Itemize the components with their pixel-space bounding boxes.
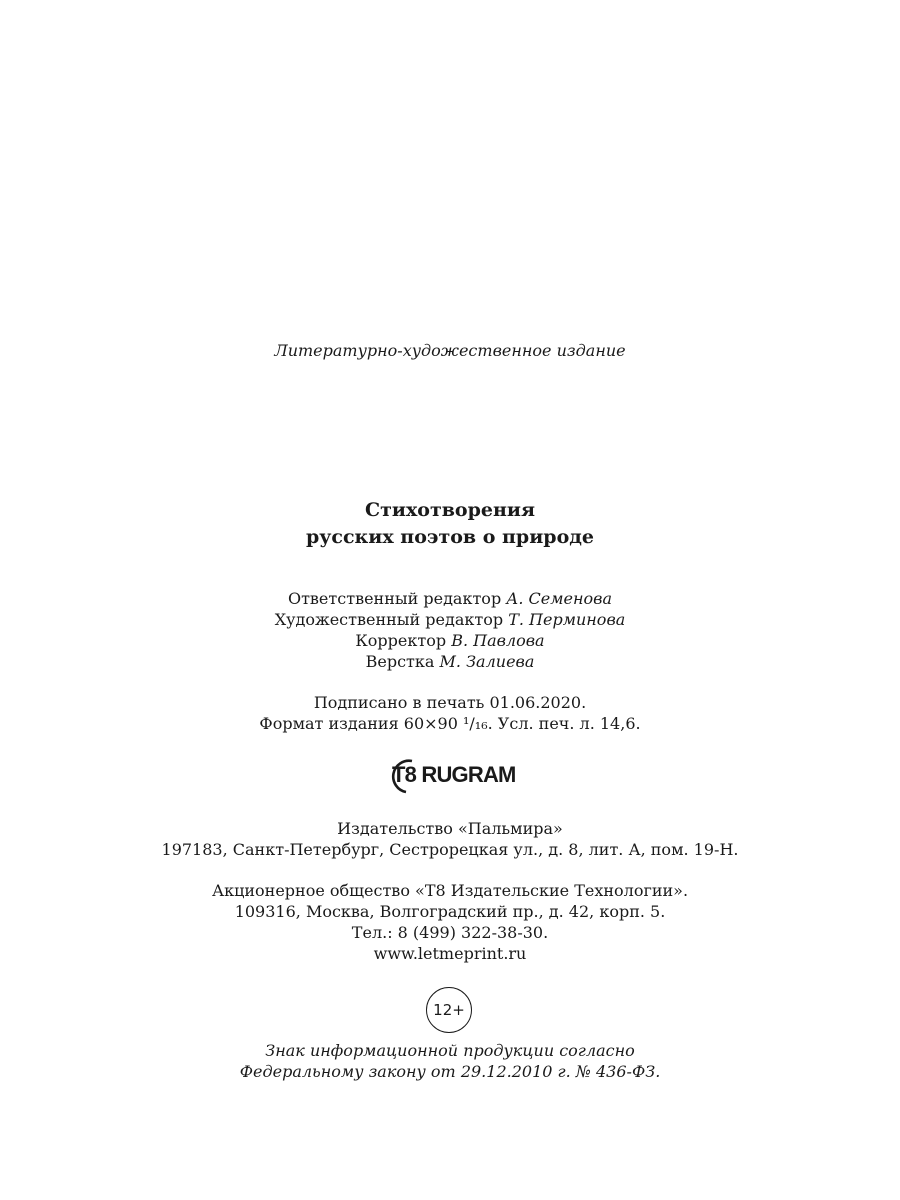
legal-notice-line-2: Федеральному закону от 29.12.2010 г. № 436-ФЗ.	[239, 1062, 661, 1081]
print-signed: Подписано в печать 01.06.2020.	[313, 693, 587, 712]
publisher-name: Издательство «Пальмира»	[337, 819, 563, 838]
credit-role: Ответственный редактор	[287, 589, 507, 608]
edition-type: Литературно-художественное издание	[274, 341, 626, 360]
printer-name: Акционерное общество «Т8 Издательские Технологии».	[211, 881, 689, 900]
book-title-line-2: русских поэтов о природе	[305, 526, 595, 548]
printer-address: 109316, Москва, Волгоградский пр., д. 42, корп. 5.	[234, 902, 666, 921]
credit-role: Корректор	[355, 631, 452, 650]
print-format: Формат издания 60×90 ¹/₁₆. Усл. печ. л. 14,6.	[259, 714, 641, 733]
publisher-address: 197183, Санкт-Петербург, Сестрорецкая ул., д. 8, лит. А, пом. 19-Н.	[161, 840, 739, 859]
age-rating-text: 12+	[433, 1001, 465, 1019]
age-rating-badge	[426, 987, 472, 1033]
legal-notice-line-1: Знак информационной продукции согласно	[265, 1041, 635, 1060]
printer-phone: Тел.: 8 (499) 322-38-30.	[351, 923, 549, 942]
printer-website: www.letmeprint.ru	[373, 944, 527, 963]
credit-name: Т. Перминова	[508, 610, 626, 629]
book-title-line-1: Стихотворения	[364, 499, 536, 521]
credit-role: Верстка	[365, 652, 440, 671]
credit-line-2	[0, 609, 900, 630]
t8-rugram-logo	[386, 757, 518, 795]
credit-line-3	[0, 630, 900, 651]
credit-line-1	[0, 588, 900, 609]
credit-line-4	[0, 651, 900, 672]
credit-name: А. Семенова	[506, 589, 613, 608]
credit-name: М. Залиева	[439, 652, 535, 671]
credit-role: Художественный редактор	[274, 610, 509, 629]
credit-name: В. Павлова	[451, 631, 545, 650]
logo-text: T8 RUGRAM	[392, 762, 516, 787]
